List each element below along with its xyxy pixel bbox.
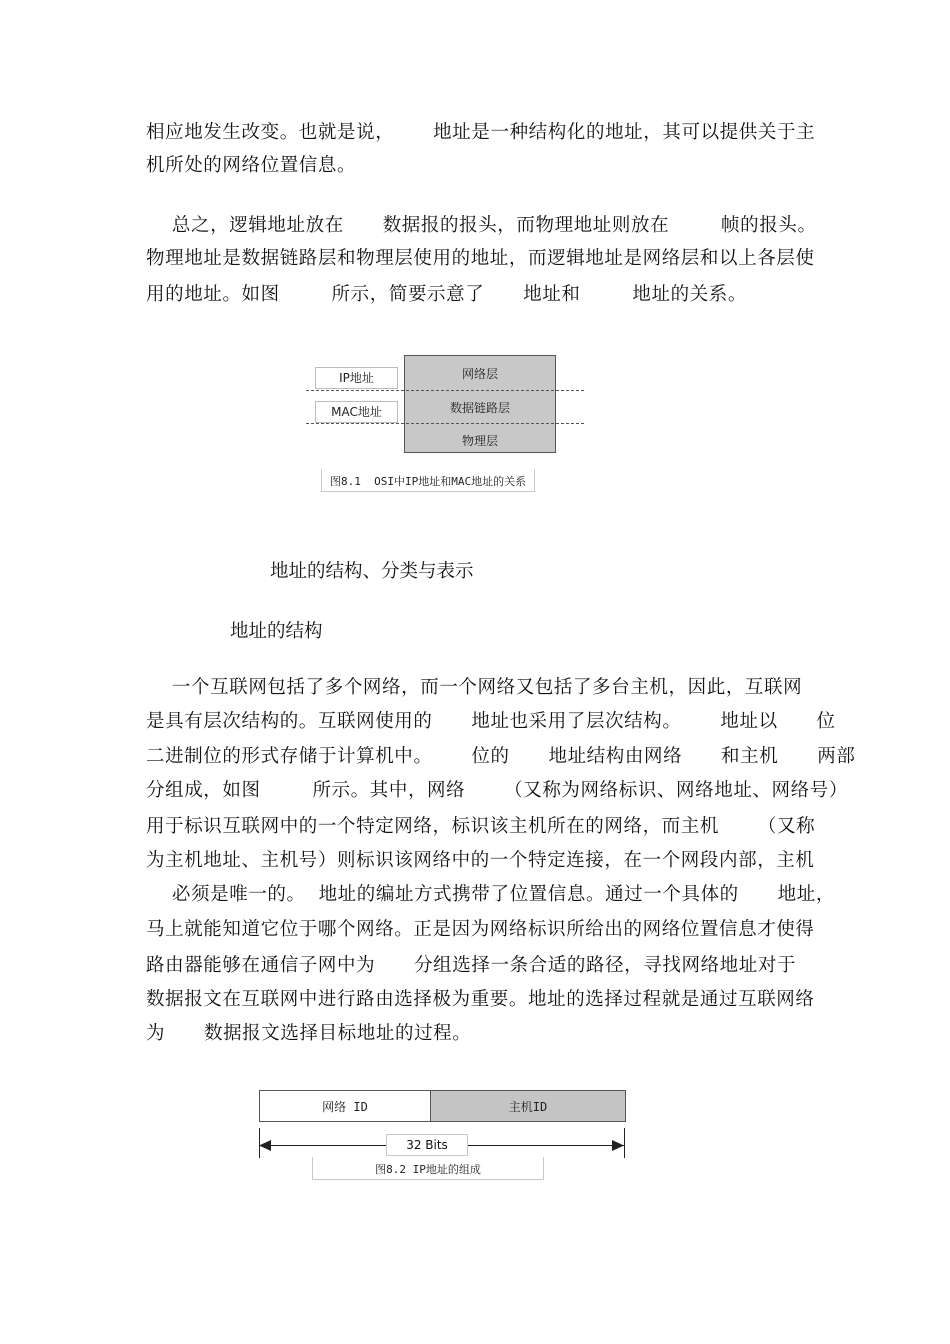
divider — [306, 423, 584, 424]
text-line: 用的地址。如图 所示，简要示意了 地址和 地址的关系。 — [146, 284, 747, 305]
mac-address-label: MAC地址 — [315, 401, 398, 423]
physical-layer: 物理层 — [461, 434, 498, 448]
text-line: 物理地址是数据链路层和物理层使用的地址，而逻辑地址是网络层和以上各层使 — [146, 248, 815, 269]
text-line: 路由器能够在通信子网中为 分组选择一条合适的路径，寻找网络地址对于 — [146, 955, 797, 976]
text-line: 总之，逻辑地址放在 数据报的报头，而物理地址则放在 帧的报头。 — [146, 215, 817, 236]
text-line: 为主机地址、主机号）则标识该网络中的一个特定连接，在一个网段内部，主机 — [146, 850, 815, 871]
bits-label: 32 Bits — [386, 1134, 468, 1156]
text-line: 机所处的网络位置信息。 — [146, 155, 357, 176]
subsection-heading: 地址的结构 — [230, 621, 323, 642]
left-arrow-icon — [259, 1139, 273, 1153]
network-id-cell: 网络 ID — [259, 1090, 431, 1122]
network-layer: 网络层 — [461, 367, 498, 381]
text-line: 相应地发生改变。也就是说， 地址是一种结构化的地址，其可以提供关于主 — [146, 122, 816, 143]
figure-osi-ip-mac — [306, 355, 588, 495]
text-line: 二进制位的形式存储于计算机中。 位的 地址结构由网络 和主机 两部 — [146, 746, 856, 767]
text-line: 是具有层次结构的。互联网使用的 地址也采用了层次结构。 地址以 位 — [146, 711, 836, 732]
text-line: 分组成，如图 所示。其中，网络 （又称为网络标识、网络地址、网络号） — [146, 780, 848, 801]
text-line: 马上就能知道它位于哪个网络。正是因为网络标识所给出的网络位置信息才使得 — [146, 919, 815, 940]
text-line: 用于标识互联网中的一个特定网络，标识该主机所在的网络，而主机 （又称 — [146, 816, 816, 837]
section-heading: 地址的结构、分类与表示 — [270, 561, 474, 582]
osi-layer-stack — [404, 355, 556, 453]
text-line: 数据报文在互联网中进行路由选择极为重要。地址的选择过程就是通过互联网络 — [146, 989, 815, 1010]
figure-caption: 图8.1 OSI中IP地址和MAC地址的关系 — [321, 469, 535, 492]
text-line: 必须是唯一的。 地址的编址方式携带了位置信息。通过一个具体的 地址， — [146, 884, 835, 905]
text-line: 为 数据报文选择目标地址的过程。 — [146, 1023, 472, 1044]
figure-caption: 图8.2 IP地址的组成 — [312, 1157, 544, 1180]
ip-address-label: IP地址 — [315, 367, 398, 389]
right-arrow-icon — [612, 1139, 626, 1153]
text-line: 一个互联网包括了多个网络，而一个网络又包括了多台主机，因此，互联网 — [146, 677, 803, 698]
datalink-layer: 数据链路层 — [449, 401, 510, 415]
divider — [306, 390, 584, 391]
host-id-cell: 主机ID — [430, 1090, 626, 1122]
figure-ip-structure — [256, 1090, 628, 1185]
